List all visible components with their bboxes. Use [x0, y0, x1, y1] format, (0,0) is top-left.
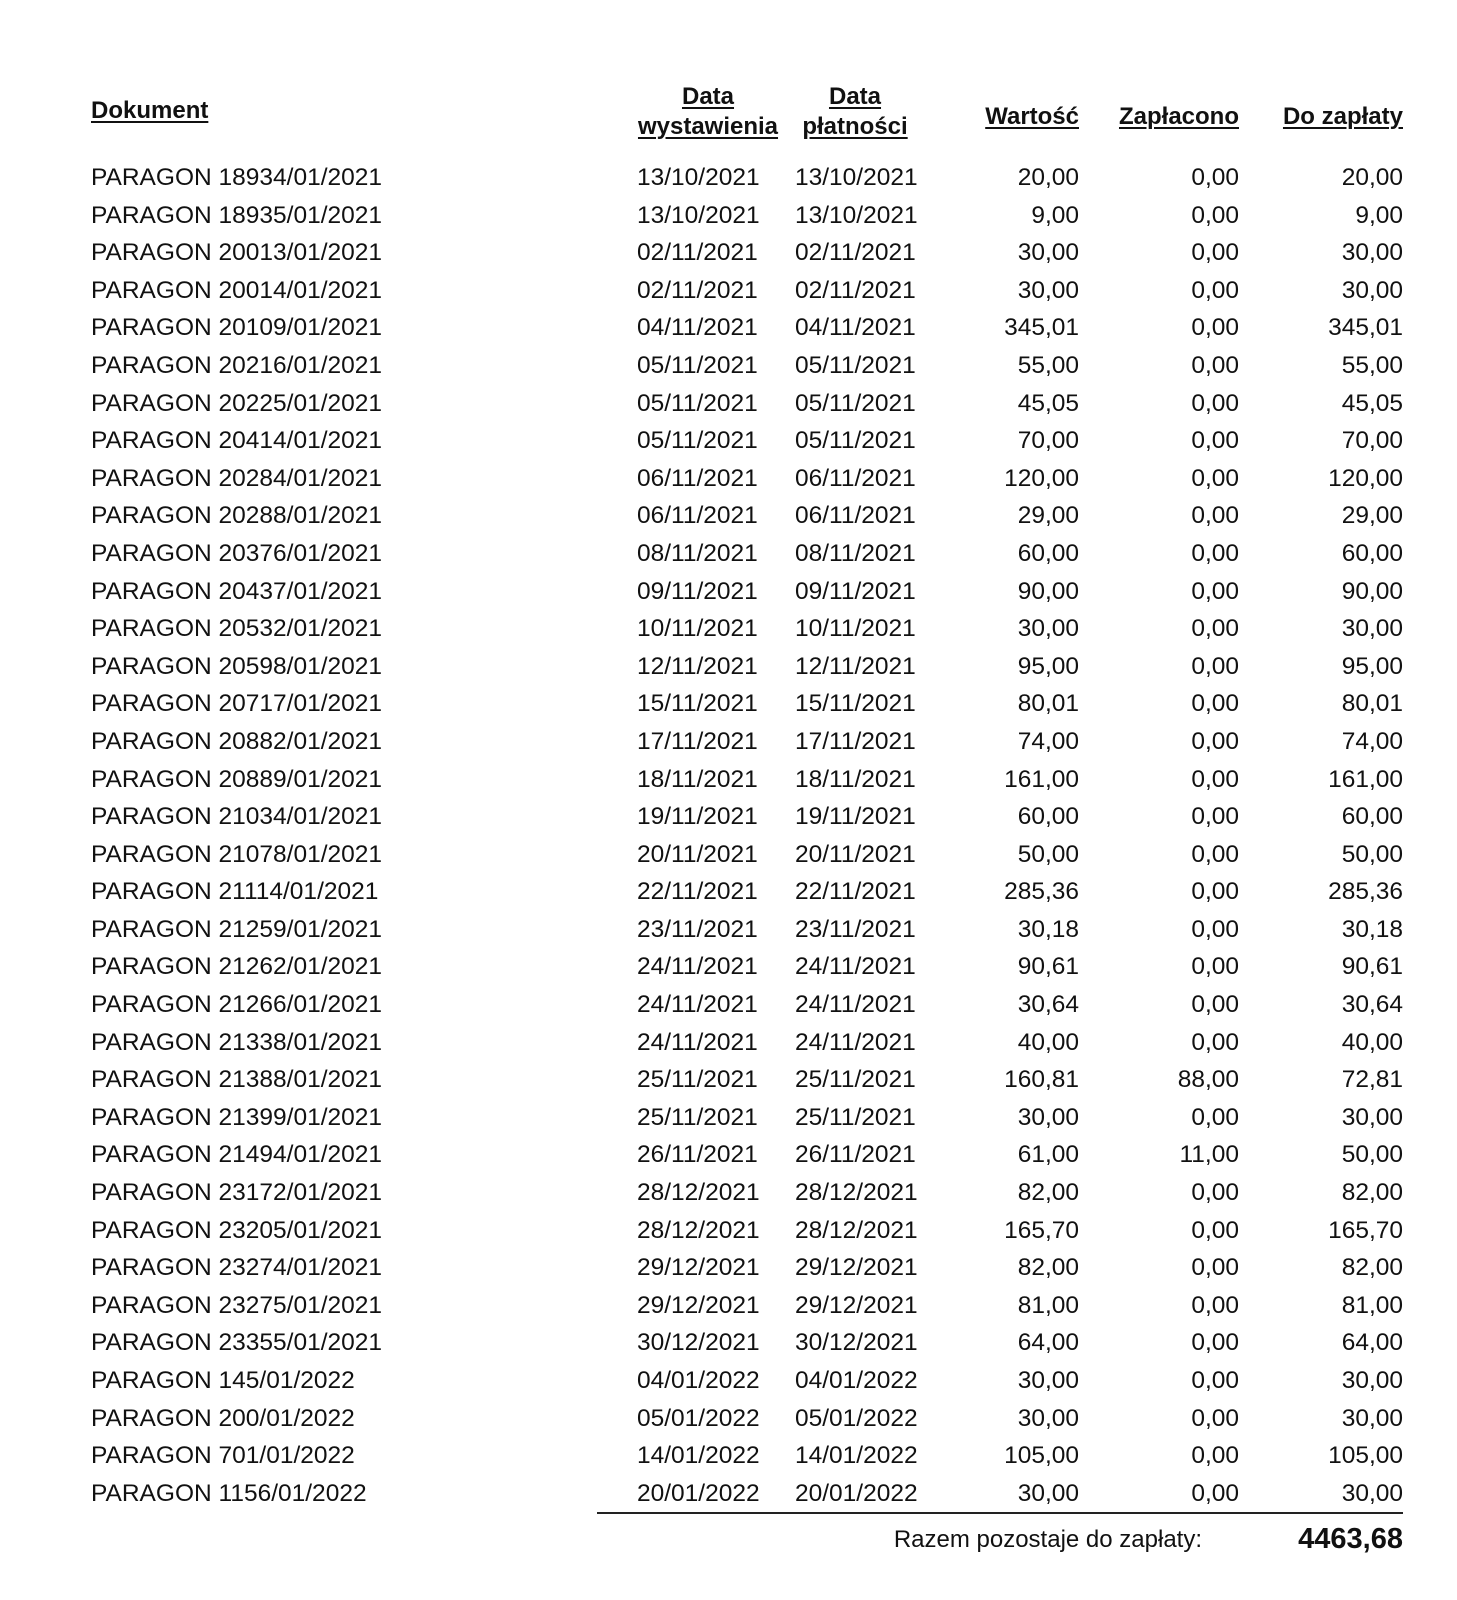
- table-row: [0, 836, 1457, 874]
- table-row: [0, 159, 1457, 197]
- cell-paid: 0,00: [1191, 803, 1239, 831]
- table-row: [0, 761, 1457, 799]
- header-paid: Zapłacono: [1118, 103, 1239, 130]
- cell-issue-date: 05/11/2021: [637, 427, 758, 455]
- cell-value: 30,00: [1017, 1404, 1079, 1432]
- cell-value: 82,00: [1017, 1179, 1079, 1207]
- cell-issue-date: 06/11/2021: [637, 464, 758, 492]
- cell-paid: 0,00: [1191, 539, 1239, 567]
- cell-due: 50,00: [1341, 1141, 1403, 1169]
- cell-paid: 0,00: [1191, 464, 1239, 492]
- cell-document: PARAGON 23172/01/2021: [91, 1179, 383, 1207]
- cell-payment-date: 05/11/2021: [795, 351, 916, 379]
- cell-payment-date: 24/11/2021: [795, 991, 916, 1019]
- cell-due: 29,00: [1341, 502, 1403, 530]
- cell-paid: 0,00: [1191, 314, 1239, 342]
- cell-document: PARAGON 20014/01/2021: [91, 276, 383, 304]
- cell-due: 95,00: [1341, 652, 1403, 680]
- table-row: [0, 1362, 1457, 1400]
- table-body: [0, 159, 1457, 1512]
- cell-value: 120,00: [1004, 464, 1079, 492]
- cell-payment-date: 15/11/2021: [795, 690, 916, 718]
- cell-payment-date: 20/01/2022: [795, 1479, 918, 1507]
- cell-due: 161,00: [1328, 765, 1403, 793]
- cell-document: PARAGON 20598/01/2021: [91, 652, 383, 680]
- cell-issue-date: 24/11/2021: [637, 1028, 758, 1056]
- cell-payment-date: 02/11/2021: [795, 276, 916, 304]
- cell-value: 81,00: [1017, 1291, 1079, 1319]
- cell-document: PARAGON 20717/01/2021: [91, 690, 383, 718]
- table-header: [0, 82, 1457, 156]
- cell-payment-date: 09/11/2021: [795, 577, 916, 605]
- cell-document: PARAGON 20013/01/2021: [91, 239, 383, 267]
- cell-paid: 0,00: [1191, 652, 1239, 680]
- cell-payment-date: 04/11/2021: [795, 314, 916, 342]
- cell-paid: 0,00: [1191, 1028, 1239, 1056]
- cell-paid: 0,00: [1191, 1479, 1239, 1507]
- cell-payment-date: 17/11/2021: [795, 727, 916, 755]
- table-row: [0, 1136, 1457, 1174]
- table-row: [0, 911, 1457, 949]
- cell-due: 90,61: [1341, 953, 1403, 981]
- header-value: Wartość: [985, 103, 1079, 130]
- table-row: [0, 1400, 1457, 1438]
- cell-due: 81,00: [1341, 1291, 1403, 1319]
- cell-value: 105,00: [1004, 1442, 1079, 1470]
- cell-document: PARAGON 21388/01/2021: [91, 1066, 383, 1094]
- cell-paid: 0,00: [1191, 502, 1239, 530]
- cell-issue-date: 04/01/2022: [637, 1367, 760, 1394]
- cell-due: 165,70: [1328, 1216, 1403, 1244]
- header-issue-date-line2: wystawienia: [637, 113, 779, 140]
- cell-payment-date: 30/12/2021: [795, 1329, 918, 1357]
- cell-issue-date: 09/11/2021: [637, 577, 758, 605]
- cell-paid: 0,00: [1191, 615, 1239, 643]
- cell-payment-date: 05/11/2021: [795, 389, 916, 417]
- cell-payment-date: 23/11/2021: [795, 915, 916, 943]
- cell-value: 30,00: [1017, 276, 1079, 304]
- table-row: [0, 1437, 1457, 1475]
- cell-issue-date: 15/11/2021: [637, 690, 758, 718]
- cell-due: 345,01: [1328, 314, 1403, 342]
- cell-paid: 0,00: [1191, 389, 1239, 417]
- table-row: [0, 1174, 1457, 1212]
- cell-document: PARAGON 200/01/2022: [91, 1404, 355, 1432]
- table-row: [0, 610, 1457, 648]
- table-row: [0, 1324, 1457, 1362]
- cell-value: 40,00: [1017, 1028, 1079, 1056]
- cell-due: 64,00: [1341, 1329, 1403, 1357]
- cell-paid: 0,00: [1191, 239, 1239, 267]
- cell-value: 20,00: [1017, 164, 1079, 191]
- table-row: [0, 460, 1457, 498]
- cell-document: PARAGON 18935/01/2021: [91, 201, 383, 229]
- cell-due: 30,00: [1341, 1479, 1403, 1507]
- cell-issue-date: 24/11/2021: [637, 991, 758, 1019]
- cell-payment-date: 13/10/2021: [795, 201, 918, 229]
- cell-paid: 0,00: [1191, 690, 1239, 718]
- cell-issue-date: 26/11/2021: [637, 1141, 758, 1169]
- cell-document: PARAGON 1156/01/2022: [91, 1479, 367, 1507]
- table-row: [0, 272, 1457, 310]
- cell-issue-date: 28/12/2021: [637, 1216, 760, 1244]
- total-divider: [597, 1512, 1403, 1514]
- cell-issue-date: 08/11/2021: [637, 539, 758, 567]
- cell-document: PARAGON 20437/01/2021: [91, 577, 383, 605]
- table-row: [0, 535, 1457, 573]
- table-row: [0, 685, 1457, 723]
- cell-value: 30,00: [1017, 239, 1079, 267]
- cell-document: PARAGON 23355/01/2021: [91, 1329, 383, 1357]
- table-row: [0, 1024, 1457, 1062]
- cell-due: 60,00: [1341, 539, 1403, 567]
- cell-value: 9,00: [1031, 201, 1079, 229]
- cell-due: 60,00: [1341, 803, 1403, 831]
- cell-payment-date: 29/12/2021: [795, 1291, 918, 1319]
- cell-issue-date: 23/11/2021: [637, 915, 758, 943]
- cell-issue-date: 25/11/2021: [637, 1103, 758, 1131]
- cell-due: 20,00: [1341, 164, 1403, 191]
- cell-issue-date: 02/11/2021: [637, 276, 758, 304]
- cell-value: 345,01: [1004, 314, 1079, 342]
- cell-value: 30,18: [1017, 915, 1079, 943]
- cell-due: 82,00: [1341, 1254, 1403, 1282]
- cell-due: 74,00: [1341, 727, 1403, 755]
- cell-issue-date: 12/11/2021: [637, 652, 758, 680]
- cell-document: PARAGON 20889/01/2021: [91, 765, 383, 793]
- table-row: [0, 197, 1457, 235]
- cell-paid: 0,00: [1191, 1329, 1239, 1357]
- cell-paid: 0,00: [1191, 164, 1239, 191]
- table-row: [0, 1475, 1457, 1513]
- table-row: [0, 1099, 1457, 1137]
- cell-issue-date: 05/11/2021: [637, 389, 758, 417]
- cell-payment-date: 08/11/2021: [795, 539, 916, 567]
- cell-payment-date: 19/11/2021: [795, 803, 916, 831]
- cell-value: 80,01: [1017, 690, 1079, 718]
- cell-issue-date: 29/12/2021: [637, 1291, 760, 1319]
- cell-due: 120,00: [1328, 464, 1403, 492]
- cell-due: 30,00: [1341, 1404, 1403, 1432]
- cell-paid: 0,00: [1191, 840, 1239, 868]
- cell-payment-date: 28/12/2021: [795, 1179, 918, 1207]
- cell-payment-date: 26/11/2021: [795, 1141, 916, 1169]
- cell-due: 105,00: [1328, 1442, 1403, 1470]
- table-row: [0, 234, 1457, 272]
- cell-paid: 0,00: [1191, 1254, 1239, 1282]
- cell-due: 72,81: [1341, 1066, 1403, 1094]
- cell-due: 45,05: [1341, 389, 1403, 417]
- table-row: [0, 948, 1457, 986]
- cell-value: 30,00: [1017, 615, 1079, 643]
- cell-due: 30,00: [1341, 1103, 1403, 1131]
- cell-payment-date: 22/11/2021: [795, 878, 916, 906]
- cell-issue-date: 02/11/2021: [637, 239, 758, 267]
- header-document: Dokument: [91, 97, 209, 124]
- cell-issue-date: 24/11/2021: [637, 953, 758, 981]
- cell-payment-date: 04/01/2022: [795, 1367, 918, 1394]
- cell-value: 30,00: [1017, 1103, 1079, 1131]
- table-row: [0, 385, 1457, 423]
- cell-value: 60,00: [1017, 539, 1079, 567]
- cell-value: 30,00: [1017, 1479, 1079, 1507]
- cell-value: 30,00: [1017, 1367, 1079, 1394]
- cell-issue-date: 30/12/2021: [637, 1329, 760, 1357]
- cell-issue-date: 14/01/2022: [637, 1442, 760, 1470]
- cell-issue-date: 10/11/2021: [637, 615, 758, 643]
- table-row: [0, 986, 1457, 1024]
- cell-document: PARAGON 20376/01/2021: [91, 539, 383, 567]
- cell-due: 30,18: [1341, 915, 1403, 943]
- cell-payment-date: 24/11/2021: [795, 1028, 916, 1056]
- cell-paid: 0,00: [1191, 276, 1239, 304]
- cell-issue-date: 05/01/2022: [637, 1404, 760, 1432]
- total-label: Razem pozostaje do zapłaty:: [893, 1526, 1202, 1553]
- cell-value: 82,00: [1017, 1254, 1079, 1282]
- cell-value: 45,05: [1017, 389, 1079, 417]
- cell-document: PARAGON 145/01/2022: [91, 1367, 355, 1394]
- cell-due: 30,00: [1341, 239, 1403, 267]
- cell-value: 160,81: [1004, 1066, 1079, 1094]
- header-issue-date: [629, 82, 787, 142]
- cell-value: 161,00: [1004, 765, 1079, 793]
- cell-payment-date: 18/11/2021: [795, 765, 916, 793]
- cell-payment-date: 13/10/2021: [795, 164, 918, 191]
- cell-paid: 0,00: [1191, 1103, 1239, 1131]
- cell-payment-date: 12/11/2021: [795, 652, 916, 680]
- cell-value: 55,00: [1017, 351, 1079, 379]
- cell-payment-date: 05/01/2022: [795, 1404, 918, 1432]
- cell-issue-date: 28/12/2021: [637, 1179, 760, 1207]
- cell-issue-date: 20/01/2022: [637, 1479, 760, 1507]
- cell-document: PARAGON 20414/01/2021: [91, 427, 383, 455]
- cell-paid: 0,00: [1191, 201, 1239, 229]
- cell-due: 9,00: [1355, 201, 1403, 229]
- cell-document: PARAGON 21399/01/2021: [91, 1103, 383, 1131]
- cell-due: 285,36: [1328, 878, 1403, 906]
- cell-paid: 0,00: [1191, 577, 1239, 605]
- cell-value: 29,00: [1017, 502, 1079, 530]
- cell-due: 50,00: [1341, 840, 1403, 868]
- cell-payment-date: 25/11/2021: [795, 1066, 916, 1094]
- cell-value: 50,00: [1017, 840, 1079, 868]
- cell-paid: 0,00: [1191, 1442, 1239, 1470]
- cell-issue-date: 04/11/2021: [637, 314, 758, 342]
- cell-due: 82,00: [1341, 1179, 1403, 1207]
- cell-payment-date: 14/01/2022: [795, 1442, 918, 1470]
- cell-payment-date: 06/11/2021: [795, 502, 916, 530]
- cell-paid: 0,00: [1191, 765, 1239, 793]
- cell-value: 90,00: [1017, 577, 1079, 605]
- cell-issue-date: 05/11/2021: [637, 351, 758, 379]
- table-row: [0, 573, 1457, 611]
- table-row: [0, 422, 1457, 460]
- cell-due: 70,00: [1341, 427, 1403, 455]
- cell-document: PARAGON 21262/01/2021: [91, 953, 383, 981]
- table-row: [0, 723, 1457, 761]
- cell-document: PARAGON 21114/01/2021: [91, 878, 379, 906]
- cell-document: PARAGON 20284/01/2021: [91, 464, 383, 492]
- cell-payment-date: 20/11/2021: [795, 840, 916, 868]
- cell-issue-date: 20/11/2021: [637, 840, 758, 868]
- cell-document: PARAGON 21034/01/2021: [91, 803, 383, 831]
- cell-payment-date: 02/11/2021: [795, 239, 916, 267]
- cell-issue-date: 25/11/2021: [637, 1066, 758, 1094]
- cell-document: PARAGON 20225/01/2021: [91, 389, 383, 417]
- cell-payment-date: 10/11/2021: [795, 615, 916, 643]
- cell-due: 30,00: [1341, 276, 1403, 304]
- table-row: [0, 1249, 1457, 1287]
- cell-due: 40,00: [1341, 1028, 1403, 1056]
- table-row: [0, 873, 1457, 911]
- cell-value: 95,00: [1017, 652, 1079, 680]
- cell-due: 30,64: [1341, 991, 1403, 1019]
- cell-document: PARAGON 23275/01/2021: [91, 1291, 383, 1319]
- cell-document: PARAGON 18934/01/2021: [91, 164, 383, 191]
- cell-document: PARAGON 701/01/2022: [91, 1442, 355, 1470]
- cell-due: 80,01: [1341, 690, 1403, 718]
- table-row: [0, 648, 1457, 686]
- cell-value: 74,00: [1017, 727, 1079, 755]
- cell-paid: 0,00: [1191, 1367, 1239, 1394]
- cell-value: 61,00: [1017, 1141, 1079, 1169]
- cell-issue-date: 17/11/2021: [637, 727, 758, 755]
- cell-paid: 0,00: [1191, 351, 1239, 379]
- cell-value: 60,00: [1017, 803, 1079, 831]
- cell-paid: 11,00: [1179, 1141, 1239, 1169]
- header-payment-date: [790, 82, 920, 142]
- cell-paid: 0,00: [1191, 1404, 1239, 1432]
- cell-value: 90,61: [1017, 953, 1079, 981]
- cell-document: PARAGON 23205/01/2021: [91, 1216, 383, 1244]
- table-row: [0, 1212, 1457, 1250]
- header-issue-date-line1: Data: [681, 83, 735, 110]
- cell-paid: 0,00: [1191, 953, 1239, 981]
- cell-document: PARAGON 20532/01/2021: [91, 615, 383, 643]
- cell-issue-date: 29/12/2021: [637, 1254, 760, 1282]
- cell-document: PARAGON 21266/01/2021: [91, 991, 383, 1019]
- cell-payment-date: 05/11/2021: [795, 427, 916, 455]
- cell-paid: 88,00: [1177, 1066, 1239, 1094]
- cell-paid: 0,00: [1191, 427, 1239, 455]
- table-row: [0, 309, 1457, 347]
- cell-value: 285,36: [1004, 878, 1079, 906]
- cell-document: PARAGON 20288/01/2021: [91, 502, 383, 530]
- cell-due: 30,00: [1341, 1367, 1403, 1394]
- cell-paid: 0,00: [1191, 727, 1239, 755]
- cell-due: 90,00: [1341, 577, 1403, 605]
- total-value: 4463,68: [1298, 1523, 1403, 1555]
- cell-document: PARAGON 20216/01/2021: [91, 351, 383, 379]
- cell-issue-date: 13/10/2021: [637, 201, 760, 229]
- cell-document: PARAGON 20109/01/2021: [91, 314, 383, 342]
- cell-paid: 0,00: [1191, 991, 1239, 1019]
- cell-issue-date: 22/11/2021: [637, 878, 758, 906]
- cell-value: 70,00: [1017, 427, 1079, 455]
- table-row: [0, 347, 1457, 385]
- cell-document: PARAGON 21338/01/2021: [91, 1028, 383, 1056]
- cell-value: 30,64: [1017, 991, 1079, 1019]
- cell-value: 64,00: [1017, 1329, 1079, 1357]
- cell-payment-date: 28/12/2021: [795, 1216, 918, 1244]
- cell-document: PARAGON 21494/01/2021: [91, 1141, 383, 1169]
- cell-document: PARAGON 20882/01/2021: [91, 727, 383, 755]
- cell-value: 165,70: [1004, 1216, 1079, 1244]
- header-payment-date-line2: płatności: [802, 113, 908, 140]
- header-due: Do zapłaty: [1282, 103, 1403, 130]
- cell-payment-date: 29/12/2021: [795, 1254, 918, 1282]
- cell-paid: 0,00: [1191, 1216, 1239, 1244]
- header-payment-date-line1: Data: [828, 83, 882, 110]
- cell-due: 55,00: [1341, 351, 1403, 379]
- table-row: [0, 1061, 1457, 1099]
- cell-issue-date: 19/11/2021: [637, 803, 758, 831]
- cell-paid: 0,00: [1191, 1179, 1239, 1207]
- table-row: [0, 1287, 1457, 1325]
- cell-document: PARAGON 21078/01/2021: [91, 840, 383, 868]
- cell-paid: 0,00: [1191, 915, 1239, 943]
- cell-due: 30,00: [1341, 615, 1403, 643]
- cell-issue-date: 18/11/2021: [637, 765, 758, 793]
- cell-issue-date: 06/11/2021: [637, 502, 758, 530]
- table-row: [0, 497, 1457, 535]
- cell-issue-date: 13/10/2021: [637, 164, 760, 191]
- cell-document: PARAGON 21259/01/2021: [91, 915, 383, 943]
- cell-document: PARAGON 23274/01/2021: [91, 1254, 383, 1282]
- cell-payment-date: 25/11/2021: [795, 1103, 916, 1131]
- table-row: [0, 798, 1457, 836]
- cell-paid: 0,00: [1191, 878, 1239, 906]
- cell-payment-date: 24/11/2021: [795, 953, 916, 981]
- cell-payment-date: 06/11/2021: [795, 464, 916, 492]
- cell-paid: 0,00: [1191, 1291, 1239, 1319]
